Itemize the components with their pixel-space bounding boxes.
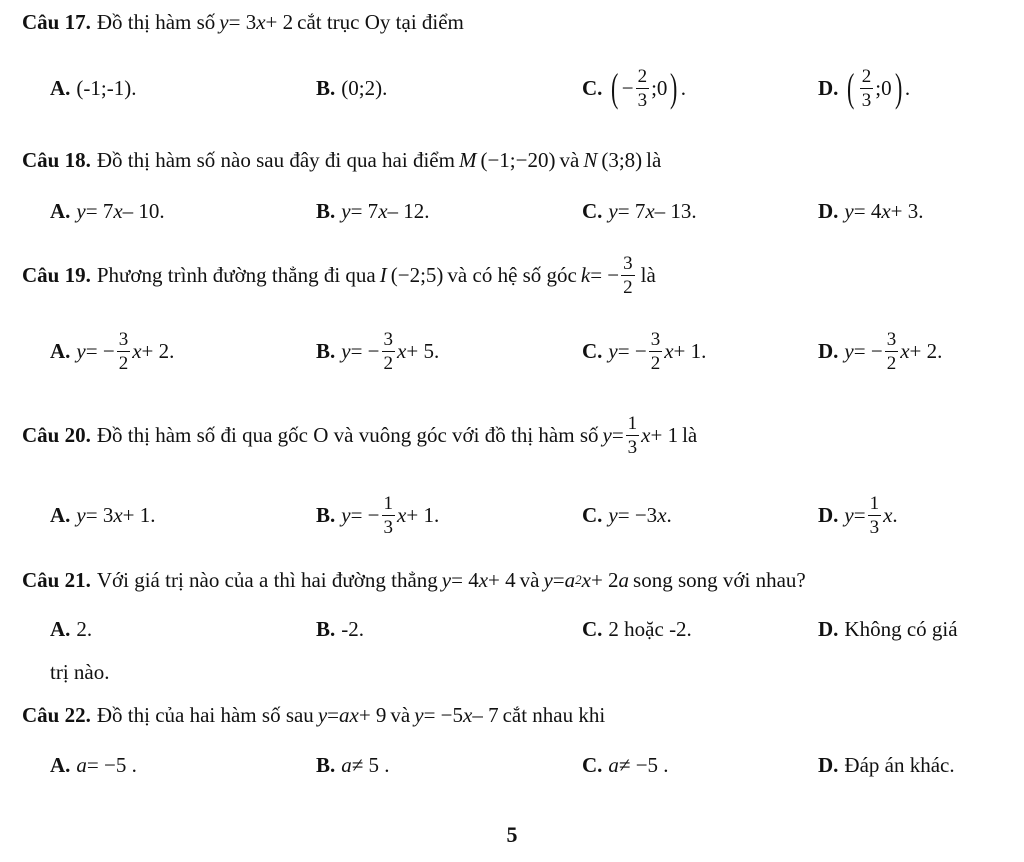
- math-var: x: [881, 198, 891, 223]
- option-letter: A.: [50, 502, 71, 527]
- math-var: M: [458, 147, 477, 172]
- option-letter: D.: [818, 198, 839, 223]
- option-letter: C.: [582, 752, 603, 777]
- math-text: = −: [350, 502, 380, 527]
- math-text: .: [892, 502, 898, 527]
- options-22: [0, 740, 1024, 790]
- fraction: [382, 330, 396, 373]
- math-var: x: [657, 502, 667, 527]
- options-19: [0, 326, 1024, 376]
- math-var: x: [349, 702, 359, 727]
- equation: [603, 414, 679, 457]
- point-i: [380, 263, 444, 288]
- math-text: ;0: [875, 75, 892, 100]
- math-text: .: [680, 75, 687, 100]
- fraction: [626, 414, 640, 457]
- question-text: Đồ thị hàm số: [96, 9, 216, 34]
- math-text: ;0: [651, 75, 668, 100]
- math-var: x: [397, 502, 407, 527]
- math-var: a: [341, 752, 352, 777]
- question-text: là: [646, 147, 662, 172]
- question-label: Câu 17.: [22, 9, 91, 34]
- math-var: y: [602, 422, 612, 447]
- math-var: y: [608, 338, 618, 363]
- denominator: 2: [886, 352, 897, 374]
- math-text: ≠ 5 .: [351, 752, 390, 777]
- option-letter: D.: [818, 616, 839, 641]
- option-d[interactable]: [818, 186, 924, 236]
- math-text: + 3.: [890, 198, 924, 223]
- math-var: y: [844, 502, 854, 527]
- math-var: x: [645, 198, 655, 223]
- math-text: + 4: [488, 567, 516, 592]
- math-text: = 7: [85, 198, 114, 223]
- option-letter: C.: [582, 338, 603, 363]
- option-a[interactable]: [50, 326, 174, 376]
- option-d[interactable]: [818, 326, 942, 376]
- option-text: -2.: [341, 616, 365, 641]
- slope-equation: [581, 254, 637, 297]
- option-b[interactable]: [316, 490, 439, 540]
- math-var: y: [608, 502, 618, 527]
- math-text: (−1;−20): [480, 147, 556, 172]
- numerator: 3: [886, 328, 897, 350]
- options-17: [0, 63, 1024, 113]
- math-text: = −: [85, 338, 115, 363]
- numerator: 1: [383, 492, 394, 514]
- numerator: 3: [118, 328, 129, 350]
- option-d[interactable]: [818, 740, 955, 790]
- math-var: y: [76, 502, 86, 527]
- question-label: Câu 20.: [22, 422, 91, 447]
- option-text: (0;2).: [341, 75, 388, 100]
- option-a[interactable]: [50, 186, 165, 236]
- math-text: + 9: [358, 702, 387, 727]
- question-text: Đồ thị của hai hàm số sau: [96, 702, 314, 727]
- question-22: [22, 695, 605, 735]
- math-text: + 1: [650, 422, 679, 447]
- equation: [219, 10, 293, 35]
- options-21: [0, 604, 1024, 654]
- math-var: y: [844, 338, 854, 363]
- option-a[interactable]: [50, 63, 136, 113]
- fraction: [868, 494, 882, 537]
- numerator: 1: [627, 412, 638, 434]
- option-d[interactable]: [818, 490, 898, 540]
- math-text: =: [552, 567, 565, 592]
- option-letter: B.: [316, 502, 336, 527]
- math-var: k: [580, 262, 591, 287]
- math-var: y: [414, 702, 424, 727]
- math-var: x: [478, 567, 489, 592]
- math-var: x: [641, 422, 651, 447]
- denominator: 2: [383, 352, 394, 374]
- math-text: .: [666, 502, 672, 527]
- option-letter: A.: [50, 198, 71, 223]
- option-text: Đáp án khác.: [844, 752, 955, 777]
- option-b[interactable]: [316, 186, 430, 236]
- question-text: và: [390, 702, 411, 727]
- math-text: + 1.: [406, 502, 440, 527]
- numerator: 3: [623, 252, 633, 274]
- denominator: 3: [637, 89, 648, 111]
- math-var: y: [76, 198, 86, 223]
- question-text: Với giá trị nào của a thì hai đường thẳng: [96, 567, 438, 592]
- math-text: + 5.: [406, 338, 440, 363]
- math-var: x: [256, 9, 266, 34]
- math-text: =: [611, 422, 624, 447]
- math-var: y: [76, 338, 86, 363]
- math-text: = 4: [451, 567, 479, 592]
- math-var: a: [338, 702, 350, 727]
- option-b[interactable]: [316, 63, 387, 113]
- option-a[interactable]: [50, 490, 156, 540]
- math-text: = 3: [85, 502, 114, 527]
- math-superscript: 2: [575, 572, 582, 587]
- option-letter: B.: [316, 616, 336, 641]
- math-text: + 2.: [909, 338, 943, 363]
- option-b[interactable]: [316, 604, 364, 654]
- denominator: 2: [118, 352, 129, 374]
- question-text: Phương trình đường thẳng đi qua: [96, 262, 376, 287]
- option-c[interactable]: [582, 63, 686, 113]
- math-text: .: [904, 75, 911, 100]
- question-20: [22, 410, 697, 460]
- math-text: = −: [617, 338, 647, 363]
- option-letter: D.: [818, 75, 839, 100]
- option-letter: A.: [50, 75, 71, 100]
- math-var: x: [132, 338, 142, 363]
- option-text: trị nào.: [50, 659, 110, 684]
- math-text: + 2: [590, 567, 619, 592]
- question-label: Câu 19.: [22, 262, 91, 287]
- equation-2: [414, 703, 498, 728]
- option-c[interactable]: [582, 186, 697, 236]
- math-text: (−2;5): [390, 262, 444, 287]
- denominator: 2: [623, 276, 633, 298]
- option-text: Không có giá: [844, 616, 958, 641]
- question-19: [22, 250, 656, 300]
- options-18: [0, 186, 1024, 236]
- question-text: là: [640, 262, 656, 287]
- math-text: + 1.: [673, 338, 707, 363]
- numerator: 3: [383, 328, 394, 350]
- math-var: x: [581, 567, 591, 592]
- math-var: y: [219, 9, 229, 34]
- math-var: I: [379, 262, 387, 287]
- math-var: y: [441, 567, 452, 592]
- option-letter: B.: [316, 338, 336, 363]
- math-var: x: [883, 502, 893, 527]
- option-letter: A.: [50, 752, 71, 777]
- question-text: cắt nhau khi: [502, 702, 606, 727]
- option-letter: B.: [316, 75, 336, 100]
- option-letter: B.: [316, 752, 336, 777]
- option-d[interactable]: [818, 604, 958, 654]
- option-letter: A.: [50, 338, 71, 363]
- question-label: Câu 22.: [22, 702, 91, 727]
- math-var: a: [608, 752, 619, 777]
- numerator: 2: [861, 65, 872, 87]
- page-number: 5: [506, 822, 518, 847]
- question-17: [22, 2, 464, 42]
- math-text: ≠ −5 .: [618, 752, 669, 777]
- option-text: 2 hoặc -2.: [608, 616, 692, 641]
- math-text: + 1.: [122, 502, 156, 527]
- math-text: = −: [350, 338, 380, 363]
- math-text: = 4: [853, 198, 882, 223]
- fraction: [382, 494, 396, 537]
- equation-2: [543, 568, 629, 593]
- question-text: và có hệ số góc: [447, 262, 577, 287]
- math-text: = −5: [423, 702, 463, 727]
- math-var: y: [341, 502, 351, 527]
- option-letter: D.: [818, 752, 839, 777]
- math-var: y: [543, 567, 553, 592]
- right-paren: ): [894, 65, 902, 110]
- option-a[interactable]: [50, 740, 137, 790]
- math-var: a: [618, 567, 630, 592]
- math-text: = −5 .: [86, 752, 137, 777]
- denominator: 2: [650, 352, 661, 374]
- question-text: Đồ thị hàm số nào sau đây đi qua hai điểm: [96, 147, 455, 172]
- option-c[interactable]: [582, 740, 669, 790]
- math-text: + 2.: [141, 338, 175, 363]
- left-paren: (: [611, 65, 619, 110]
- fraction: [117, 330, 131, 373]
- question-text: và: [559, 147, 580, 172]
- math-text: =: [853, 502, 866, 527]
- math-text: = 7: [350, 198, 379, 223]
- question-18: [22, 140, 661, 180]
- option-letter: C.: [582, 75, 603, 100]
- math-var: x: [397, 338, 407, 363]
- fraction: [860, 67, 874, 110]
- denominator: 3: [869, 516, 880, 538]
- math-text: = −3: [617, 502, 658, 527]
- option-letter: C.: [582, 198, 603, 223]
- left-paren: (: [847, 65, 855, 110]
- option-c[interactable]: [582, 326, 706, 376]
- equation-1: [318, 703, 387, 728]
- option-letter: D.: [818, 338, 839, 363]
- option-b[interactable]: [316, 740, 390, 790]
- option-b[interactable]: [316, 326, 439, 376]
- option-c[interactable]: [582, 604, 692, 654]
- math-var: y: [341, 198, 351, 223]
- fraction: [621, 254, 635, 297]
- numerator: 3: [650, 328, 661, 350]
- question-label: Câu 18.: [22, 147, 91, 172]
- math-var: N: [583, 147, 598, 172]
- option-letter: C.: [582, 502, 603, 527]
- numerator: 1: [869, 492, 880, 514]
- math-var: a: [76, 752, 87, 777]
- denominator: 3: [383, 516, 394, 538]
- math-var: x: [463, 702, 473, 727]
- option-letter: B.: [316, 198, 336, 223]
- math-var: x: [664, 338, 674, 363]
- fraction: [649, 330, 663, 373]
- math-text: (3;8): [601, 147, 643, 172]
- equation-1: [442, 568, 516, 593]
- math-text: = −: [853, 338, 883, 363]
- fraction: [885, 330, 899, 373]
- math-var: x: [113, 198, 123, 223]
- question-21: [22, 560, 806, 600]
- options-20: [0, 490, 1024, 540]
- math-var: x: [900, 338, 910, 363]
- math-var: x: [113, 502, 123, 527]
- option-d-wrap: [50, 652, 109, 692]
- question-text: cắt trục Oy tại điểm: [297, 9, 464, 34]
- math-text: – 12.: [387, 198, 430, 223]
- math-text: −: [621, 75, 634, 100]
- numerator: 2: [637, 65, 648, 87]
- option-letter: D.: [818, 502, 839, 527]
- math-var: y: [608, 198, 618, 223]
- math-text: + 2: [265, 9, 294, 34]
- math-text: – 13.: [654, 198, 697, 223]
- math-text: = −: [590, 262, 620, 287]
- question-label: Câu 21.: [22, 567, 91, 592]
- math-text: =: [327, 702, 339, 727]
- question-text: là: [682, 422, 698, 447]
- question-text: song song với nhau?: [633, 567, 806, 592]
- option-a[interactable]: [50, 604, 92, 654]
- math-var: y: [341, 338, 351, 363]
- right-paren: ): [670, 65, 678, 110]
- option-letter: C.: [582, 616, 603, 641]
- math-text: – 7: [472, 702, 499, 727]
- question-text: và: [519, 567, 540, 592]
- option-c[interactable]: [582, 490, 672, 540]
- option-letter: A.: [50, 616, 71, 641]
- math-text: = 7: [617, 198, 646, 223]
- math-var: a: [564, 567, 576, 592]
- fraction: [636, 67, 650, 110]
- math-text: – 10.: [122, 198, 165, 223]
- math-var: y: [317, 702, 328, 727]
- question-text: Đồ thị hàm số đi qua gốc O và vuông góc với đồ thị hàm số: [96, 422, 599, 447]
- denominator: 3: [861, 89, 872, 111]
- math-var: y: [844, 198, 854, 223]
- point-m: [459, 148, 556, 173]
- option-text: 2.: [76, 616, 93, 641]
- point-n: [583, 148, 642, 173]
- math-text: = 3: [228, 9, 257, 34]
- option-d[interactable]: [818, 63, 910, 113]
- denominator: 3: [627, 436, 638, 458]
- option-text: (-1;-1).: [76, 75, 137, 100]
- math-var: x: [378, 198, 388, 223]
